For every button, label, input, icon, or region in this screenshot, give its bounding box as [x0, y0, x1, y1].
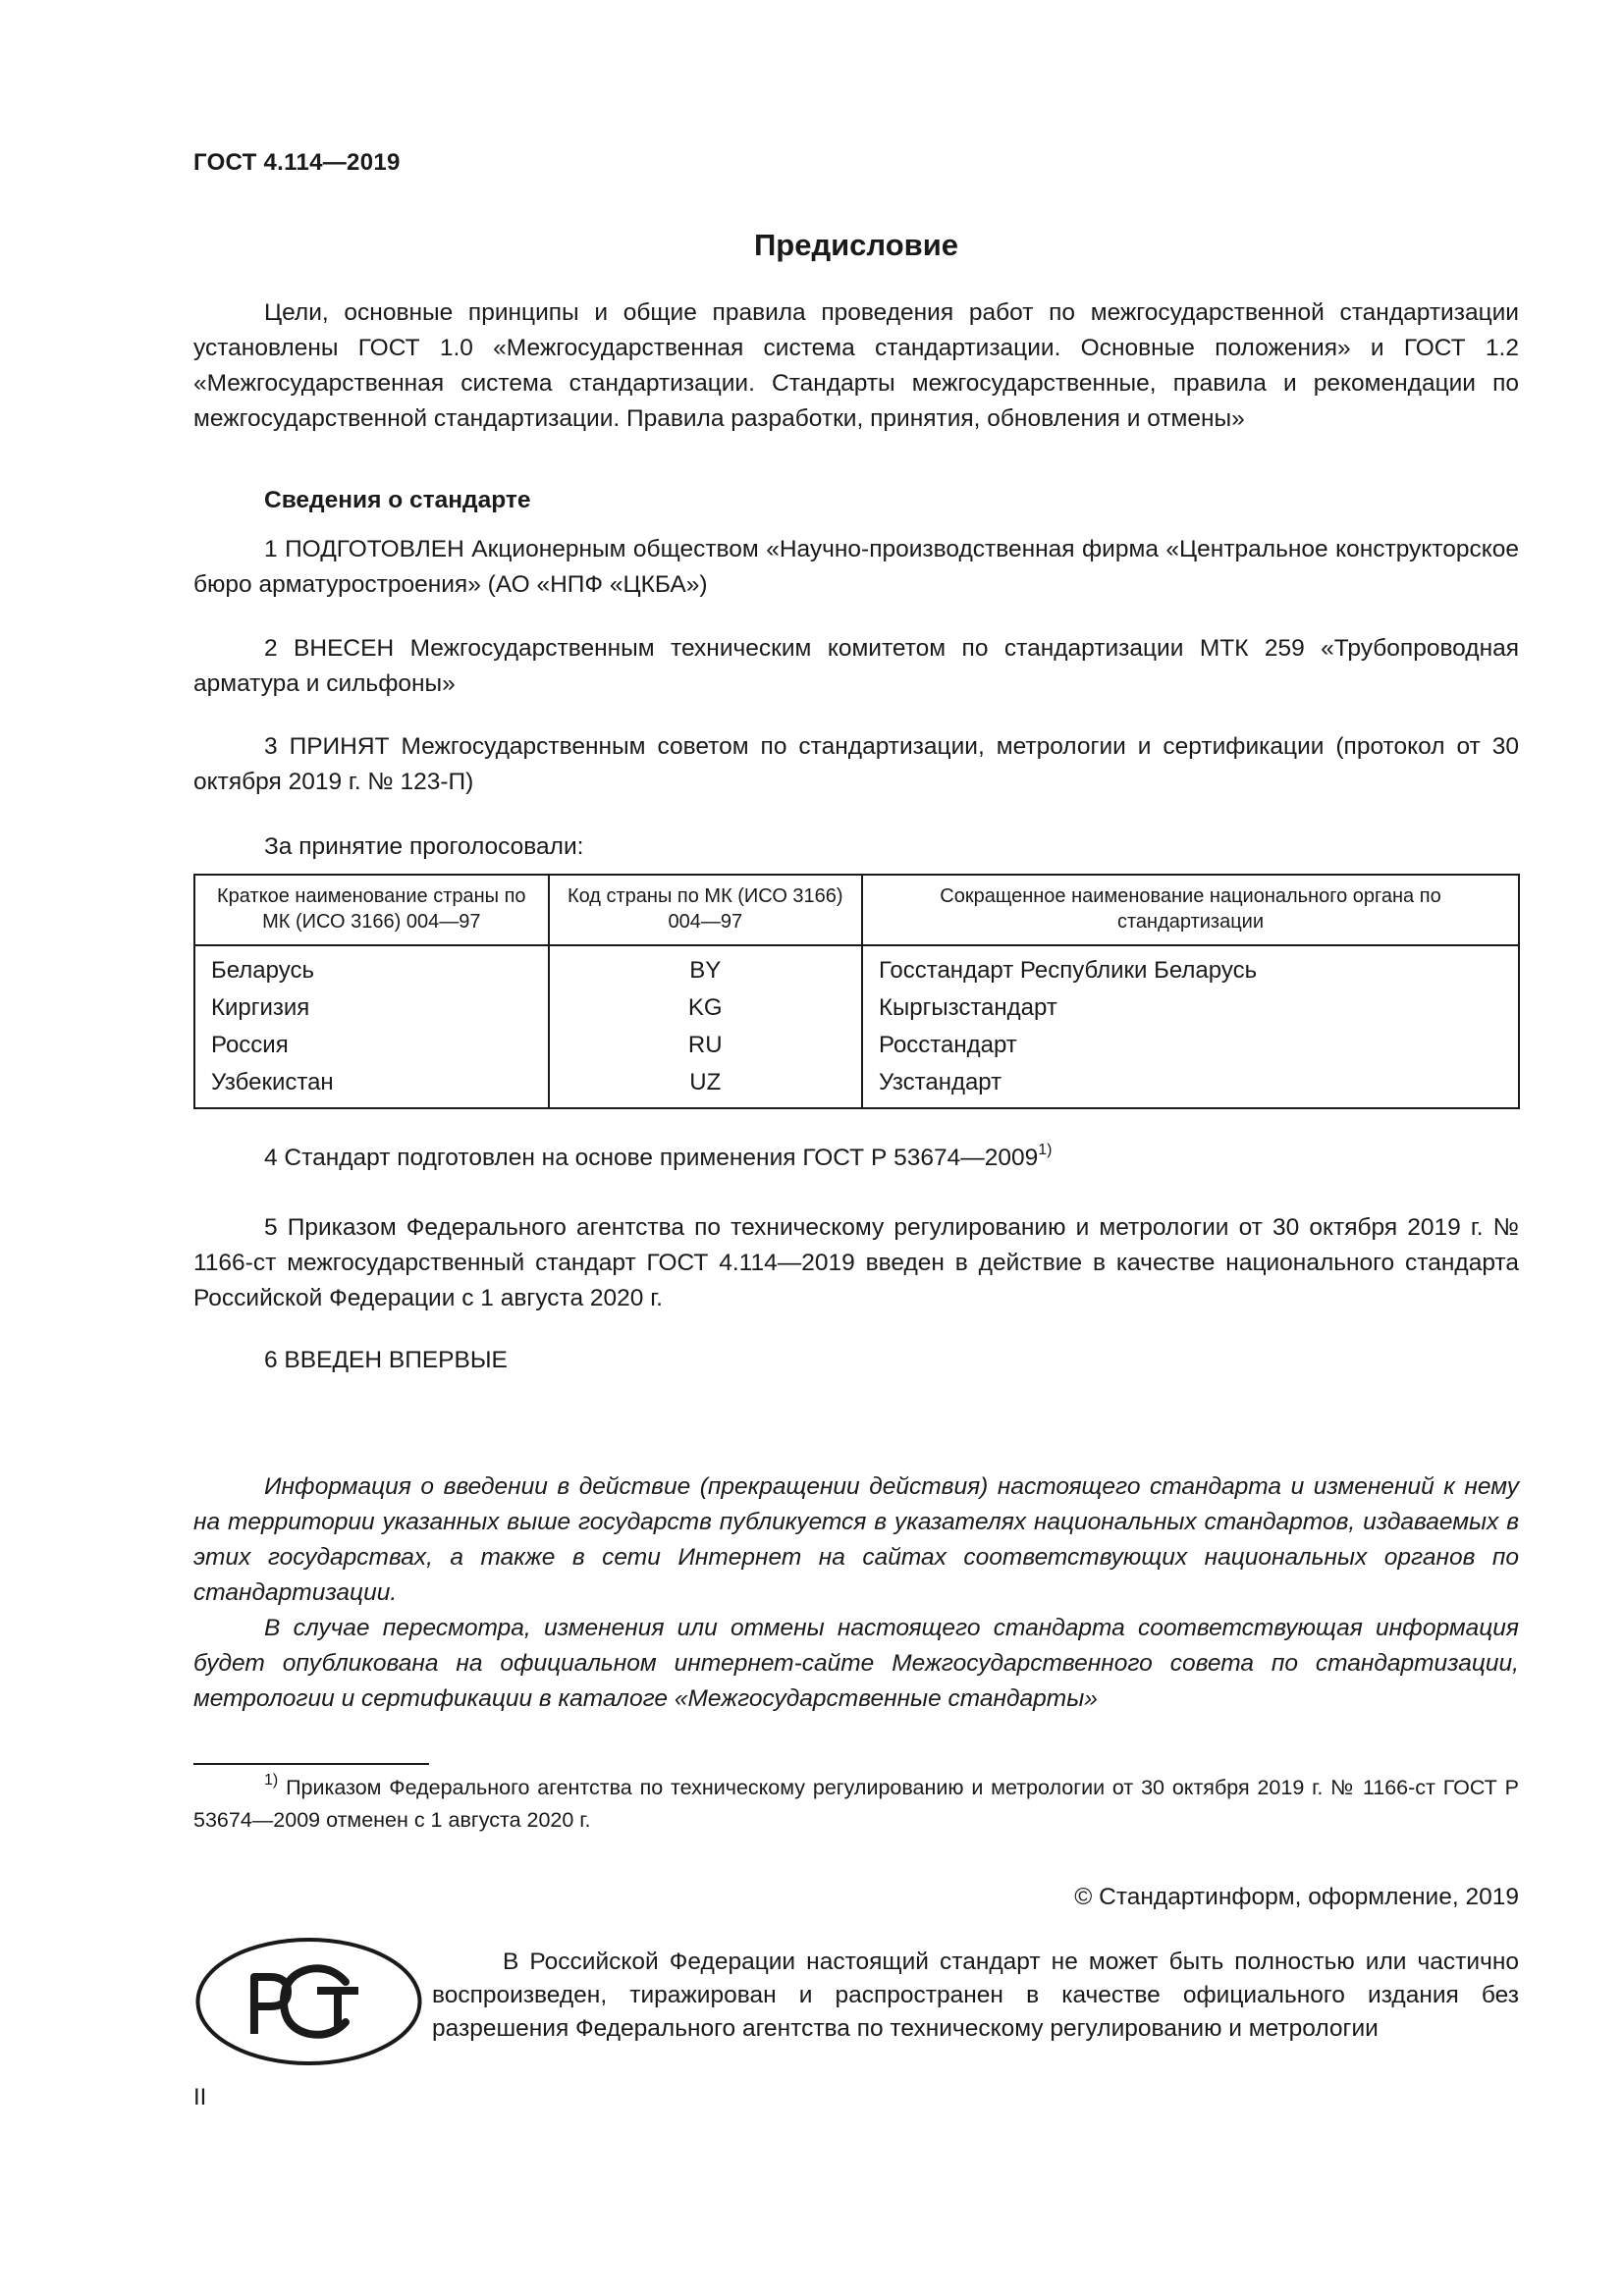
- page-title: Предисловие: [753, 228, 958, 262]
- table-row: [194, 1064, 1519, 1108]
- document-page: [193, 0, 1519, 2296]
- cell-country: Беларусь: [194, 945, 549, 989]
- cell-body: Госстандарт Республики Беларусь: [862, 945, 1519, 989]
- header-country-name: Краткое наименование страны по МК (ИСО 3166) 004—97: [194, 875, 549, 945]
- document-id: ГОСТ 4.114—2019: [193, 149, 401, 176]
- info-paragraph-1: Информация о введении в действие (прекращении действия) настоящего стандарта и изменений к нему на территории указанных выше государств публикуется в указателях национальных стандартов, издаваемых в этих государствах, а также в сети Интернет на сайтах соответствующих национальных органов по стандартизации.: [193, 1473, 1519, 1606]
- info-paragraph-2: В случае пересмотра, изменения или отмены настоящего стандарта соответствующая информация будет опубликована на официальном интернет-сайте Межгосударственного совета по стандартизации, метрологии и сертификации в каталоге «Межгосударственные стандарты»: [193, 1615, 1519, 1712]
- item-5-order: 5 Приказом Федерального агентства по техническому регулированию и метрологии от 30 октября 2019 г. № 1166-ст межгосударственный стандарт ГОСТ 4.114—2019 введен в действие в качестве национального стандарта Российской Федерации с 1 августа 2020 г.: [193, 1214, 1519, 1311]
- footnote-divider: [193, 1763, 429, 1765]
- cell-code: KG: [549, 989, 862, 1027]
- cell-body: Росстандарт: [862, 1027, 1519, 1064]
- table-row: [194, 1027, 1519, 1064]
- cell-body: Кыргызстандарт: [862, 989, 1519, 1027]
- voting-countries-table: [193, 874, 1520, 1109]
- footnote-ref[interactable]: 1): [1038, 1141, 1053, 1158]
- cell-country: Россия: [194, 1027, 549, 1064]
- item-2-submitted: 2 ВНЕСЕН Межгосударственным техническим комитетом по стандартизации МТК 259 «Трубопроводная арматура и сильфоны»: [193, 635, 1519, 697]
- voted-label: За принятие проголосовали:: [264, 833, 584, 860]
- section-heading: Сведения о стандарте: [264, 487, 531, 513]
- table-row: [194, 945, 1519, 989]
- item-3-adopted: 3 ПРИНЯТ Межгосударственным советом по стандартизации, метрологии и сертификации (протокол от 30 октября 2019 г. № 123-П): [193, 733, 1519, 795]
- cell-code: BY: [549, 945, 862, 989]
- page-number: II: [193, 2084, 207, 2110]
- table-row: [194, 989, 1519, 1027]
- cell-code: UZ: [549, 1064, 862, 1108]
- table-header-row: [194, 875, 1519, 945]
- reproduction-notice: В Российской Федерации настоящий стандарт не может быть полностью или частично воспроизведен, тиражирован и распространен в качестве официального издания без разрешения Федерального агентства по техническому регулированию и метрологии: [432, 1949, 1519, 2042]
- item-1-prepared: 1 ПОДГОТОВЛЕН Акционерным обществом «Научно-производственная фирма «Центральное конструкторское бюро арматуростроения» (АО «НПФ «ЦКБА»): [193, 536, 1519, 598]
- item-4-basis: [193, 1141, 1519, 1176]
- rst-certification-mark-icon: [193, 1936, 424, 2067]
- cell-body: Узстандарт: [862, 1064, 1519, 1108]
- header-country-code: Код страны по МК (ИСО 3166) 004—97: [549, 875, 862, 945]
- cell-country: Киргизия: [194, 989, 549, 1027]
- footnote: [193, 1772, 1519, 1837]
- cell-code: RU: [549, 1027, 862, 1064]
- intro-paragraph: Цели, основные принципы и общие правила проведения работ по межгосударственной стандартизации установлены ГОСТ 1.0 «Межгосударственная система стандартизации. Основные положения» и ГОСТ 1.2 «Межгосударственная система стандартизации. Стандарты межгосударственные, правила и рекомендации по межгосударственной стандартизации. Правила разработки, принятия, обновления и отмены»: [193, 299, 1519, 432]
- item-4-text: 4 Стандарт подготовлен на основе применения ГОСТ Р 53674—2009: [264, 1145, 1039, 1171]
- footnote-mark: 1): [264, 1771, 279, 1789]
- footnote-text: Приказом Федерального агентства по техническому регулированию и метрологии от 30 октября 2019 г. № 1166-ст ГОСТ Р 53674—2009 отменен с 1 августа 2020 г.: [193, 1776, 1519, 1832]
- copyright-line: © Стандартинформ, оформление, 2019: [1074, 1884, 1519, 1910]
- header-standards-body: Сокращенное наименование национального органа по стандартизации: [862, 875, 1519, 945]
- item-6-first-introduced: 6 ВВЕДЕН ВПЕРВЫЕ: [264, 1347, 508, 1373]
- cell-country: Узбекистан: [194, 1064, 549, 1108]
